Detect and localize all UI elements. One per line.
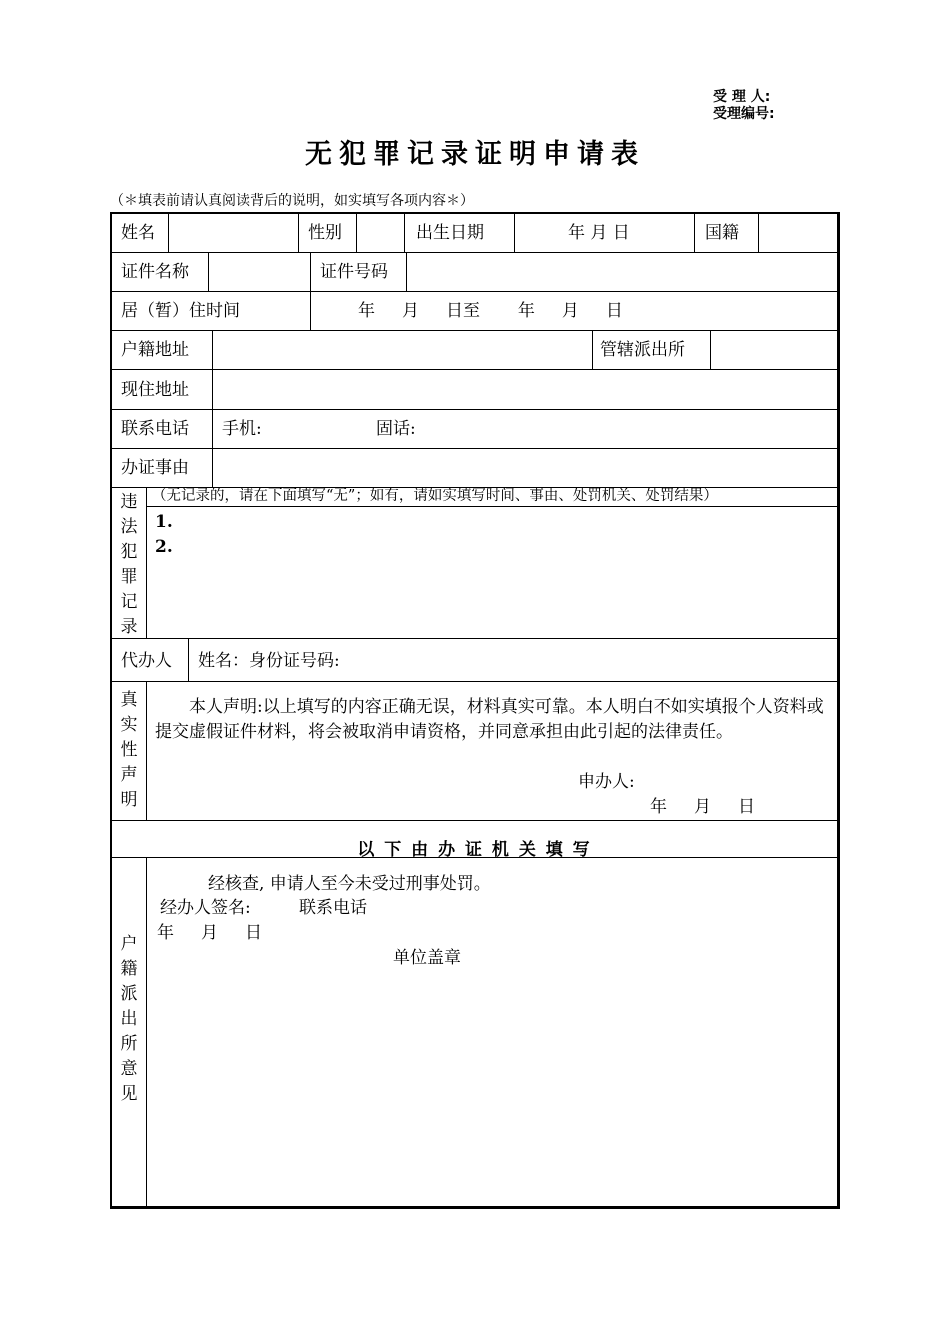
record-item-2[interactable]: 2. [155,537,173,557]
current-address-label: 现住地址 [121,380,189,400]
nationality-label: 国籍 [705,223,739,243]
unit-seal-label: 单位盖章 [393,948,461,968]
name-field[interactable] [170,215,296,250]
police-station-field[interactable] [712,332,836,367]
mobile-label: 手机: [222,419,262,439]
agent-label: 代办人 [121,651,172,671]
police-station-label: 管辖派出所 [600,340,685,360]
declaration-date[interactable]: 年 月 日 [650,797,756,817]
id-type-label: 证件名称 [121,262,189,282]
gender-field[interactable] [358,215,402,250]
declaration-text: 本人声明:以上填写的内容正确无误，材料真实可靠。本人明白不如实填报个人资料或提交虚假证件材料，将会被取消申请资格，并同意承担由此引起的法律责任。 [155,697,824,742]
verification-statement: 经核查, 申请人至今未受过刑事处罚。 [208,874,491,894]
hukou-address-label: 户籍地址 [121,340,189,360]
handler-signature-label: 经办人签名: [160,898,251,918]
residence-period-field[interactable]: 年 月 日至 年 月 日 [358,301,623,321]
declaration-label: 真实性声明 [120,690,138,810]
office-contact-label: 联系电话 [299,898,367,918]
applicant-signature-label[interactable]: 申办人: [578,772,635,792]
name-label: 姓名 [121,223,155,243]
purpose-field[interactable] [214,450,836,485]
office-section-heading: 以 下 由 办 证 机 关 填 写 [357,840,592,860]
hukou-address-field[interactable] [214,332,590,367]
record-item-1[interactable]: 1. [155,512,173,532]
nationality-field[interactable] [760,215,836,250]
residence-period-label: 居（暂）住时间 [121,301,240,321]
current-address-field[interactable] [214,371,836,407]
landline-label: 固话: [376,419,416,439]
gender-label: 性别 [308,223,342,243]
office-date: 年 月 日 [157,923,263,943]
police-opinion-label: 户籍派出所意见 [120,934,138,1104]
acceptor-label: 受 理 人: [713,89,771,105]
agent-info-label: 姓名：身份证号码: [198,651,340,671]
purpose-label: 办证事由 [121,458,189,478]
contact-phone-label: 联系电话 [121,419,189,439]
page-title: 无犯罪记录证明申请表 [305,139,645,170]
criminal-record-instruction: （无记录的，请在下面填写“无”；如有，请如实填写时间、事由、处罚机关、处罚结果） [152,488,718,504]
id-number-label: 证件号码 [320,262,388,282]
acceptance-number-label: 受理编号: [713,106,775,122]
criminal-record-label: 违法犯罪记录 [120,492,138,637]
id-number-field[interactable] [408,254,836,289]
birth-date-field[interactable]: 年 月 日 [568,223,630,243]
id-type-field[interactable] [210,254,308,289]
fill-instruction-note: （＊填表前请认真阅读背后的说明，如实填写各项内容＊） [110,193,474,209]
birth-date-label: 出生日期 [416,223,484,243]
